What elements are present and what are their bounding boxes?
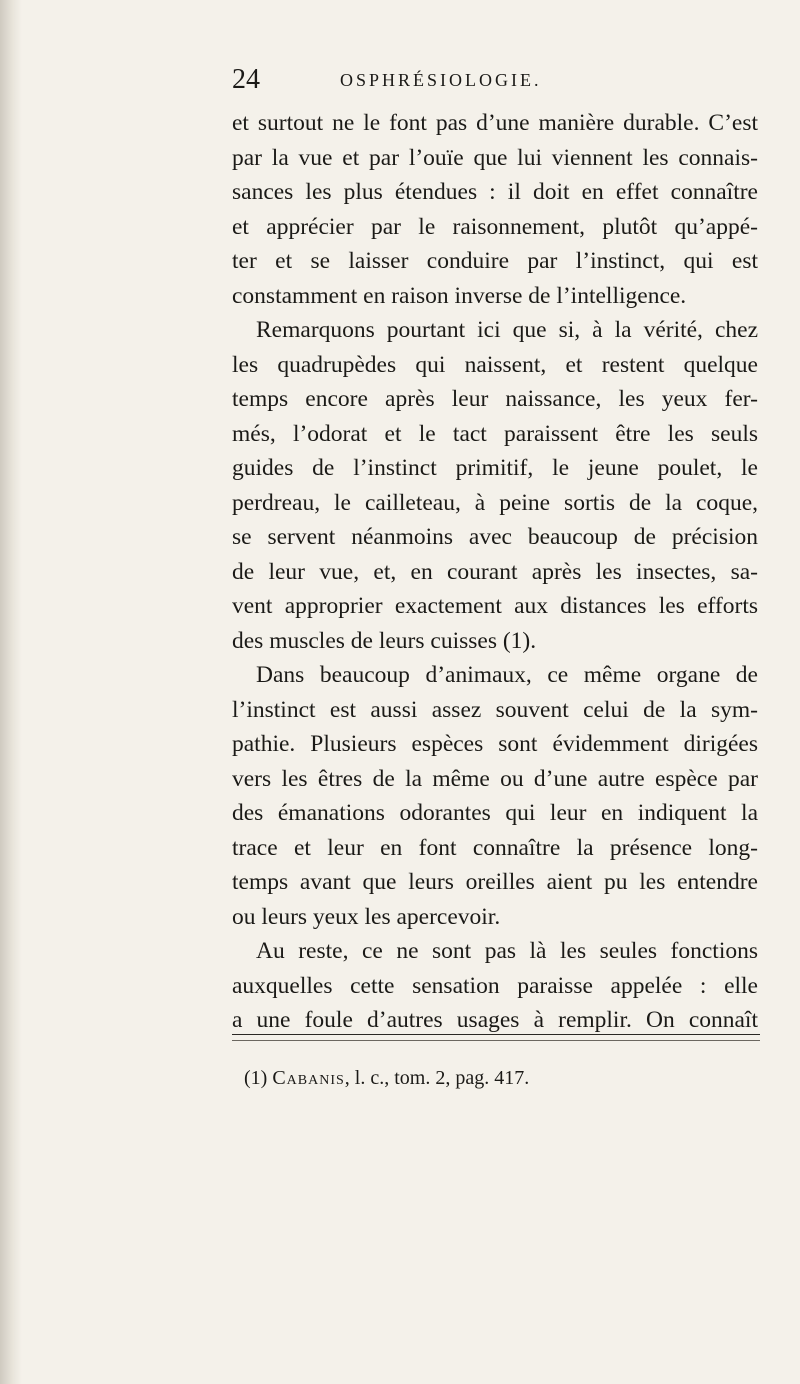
- footnote-rule-thin: [232, 1040, 760, 1041]
- text-line: pathie. Plusieurs espèces sont évidemment dirigées: [232, 731, 758, 757]
- text-line: ou leurs yeux les apercevoir.: [232, 903, 501, 930]
- text-line: et apprécier par le raisonnement, plutôt qu’appé-: [232, 213, 758, 240]
- text-line: se servent néanmoins avec beaucoup de précision: [232, 524, 758, 550]
- text-line: par la vue et par l’ouïe que lui viennent les connais-: [232, 144, 758, 171]
- page-header: [232, 62, 752, 98]
- text-line: ter et se laisser conduire par l’instinct, qui est: [232, 248, 758, 274]
- text-line: trace et leur en font connaître la présence long-: [232, 834, 758, 861]
- text-line: vers les êtres de la même ou d’une autre espèce par: [232, 765, 758, 792]
- text-line: les quadrupèdes qui naissent, et restent quelque: [232, 351, 758, 378]
- text-line: vent approprier exactement aux distances les efforts: [232, 593, 758, 619]
- running-title: OSPHRÉSIOLOGIE.: [340, 70, 542, 90]
- text-line: constamment en raison inverse de l’intelligence.: [232, 282, 687, 309]
- body-text: [232, 106, 758, 1038]
- text-line: perdreau, le cailleteau, à peine sortis de la coque,: [232, 489, 758, 516]
- text-line: Dans beaucoup d’animaux, ce même organe de: [256, 662, 758, 688]
- text-line: a une foule d’autres usages à remplir. On connaît: [232, 1007, 758, 1033]
- text-line: des émanations odorantes qui leur en indiquent la: [232, 800, 758, 826]
- text-line: de leur vue, et, en courant après les insectes, sa-: [232, 558, 758, 585]
- text-line: més, l’odorat et le tact paraissent être les seuls: [232, 420, 758, 447]
- text-line: Au reste, ce ne sont pas là les seules fonctions: [256, 938, 758, 964]
- footnote-marker: (1): [244, 1067, 268, 1089]
- text-line: Remarquons pourtant ici que si, à la vérité, chez: [256, 317, 758, 343]
- text-line: des muscles de leurs cuisses (1).: [232, 627, 537, 654]
- text-line: sances les plus étendues : il doit en effet connaître: [232, 179, 758, 205]
- page-edge-shadow: [0, 0, 22, 1384]
- text-line: guides de l’instinct primitif, le jeune poulet, le: [232, 455, 758, 481]
- text-line: l’instinct est aussi assez souvent celui de la sym-: [232, 696, 758, 723]
- text-line: temps encore après leur naissance, les yeux fer-: [232, 386, 758, 412]
- text-line: temps avant que leurs oreilles aient pu les entendre: [232, 869, 758, 895]
- footnote-rule: [232, 1034, 760, 1035]
- footnote-author: Cabanis: [272, 1067, 345, 1089]
- footnote: [244, 1064, 529, 1092]
- footnote-text: , l. c., tom. 2, pag. 417.: [344, 1067, 530, 1089]
- text-line: et surtout ne le font pas d’une manière durable. C’est: [232, 110, 758, 136]
- page-number: 24: [232, 64, 260, 95]
- text-line: auxquelles cette sensation paraisse appelée : elle: [232, 972, 758, 999]
